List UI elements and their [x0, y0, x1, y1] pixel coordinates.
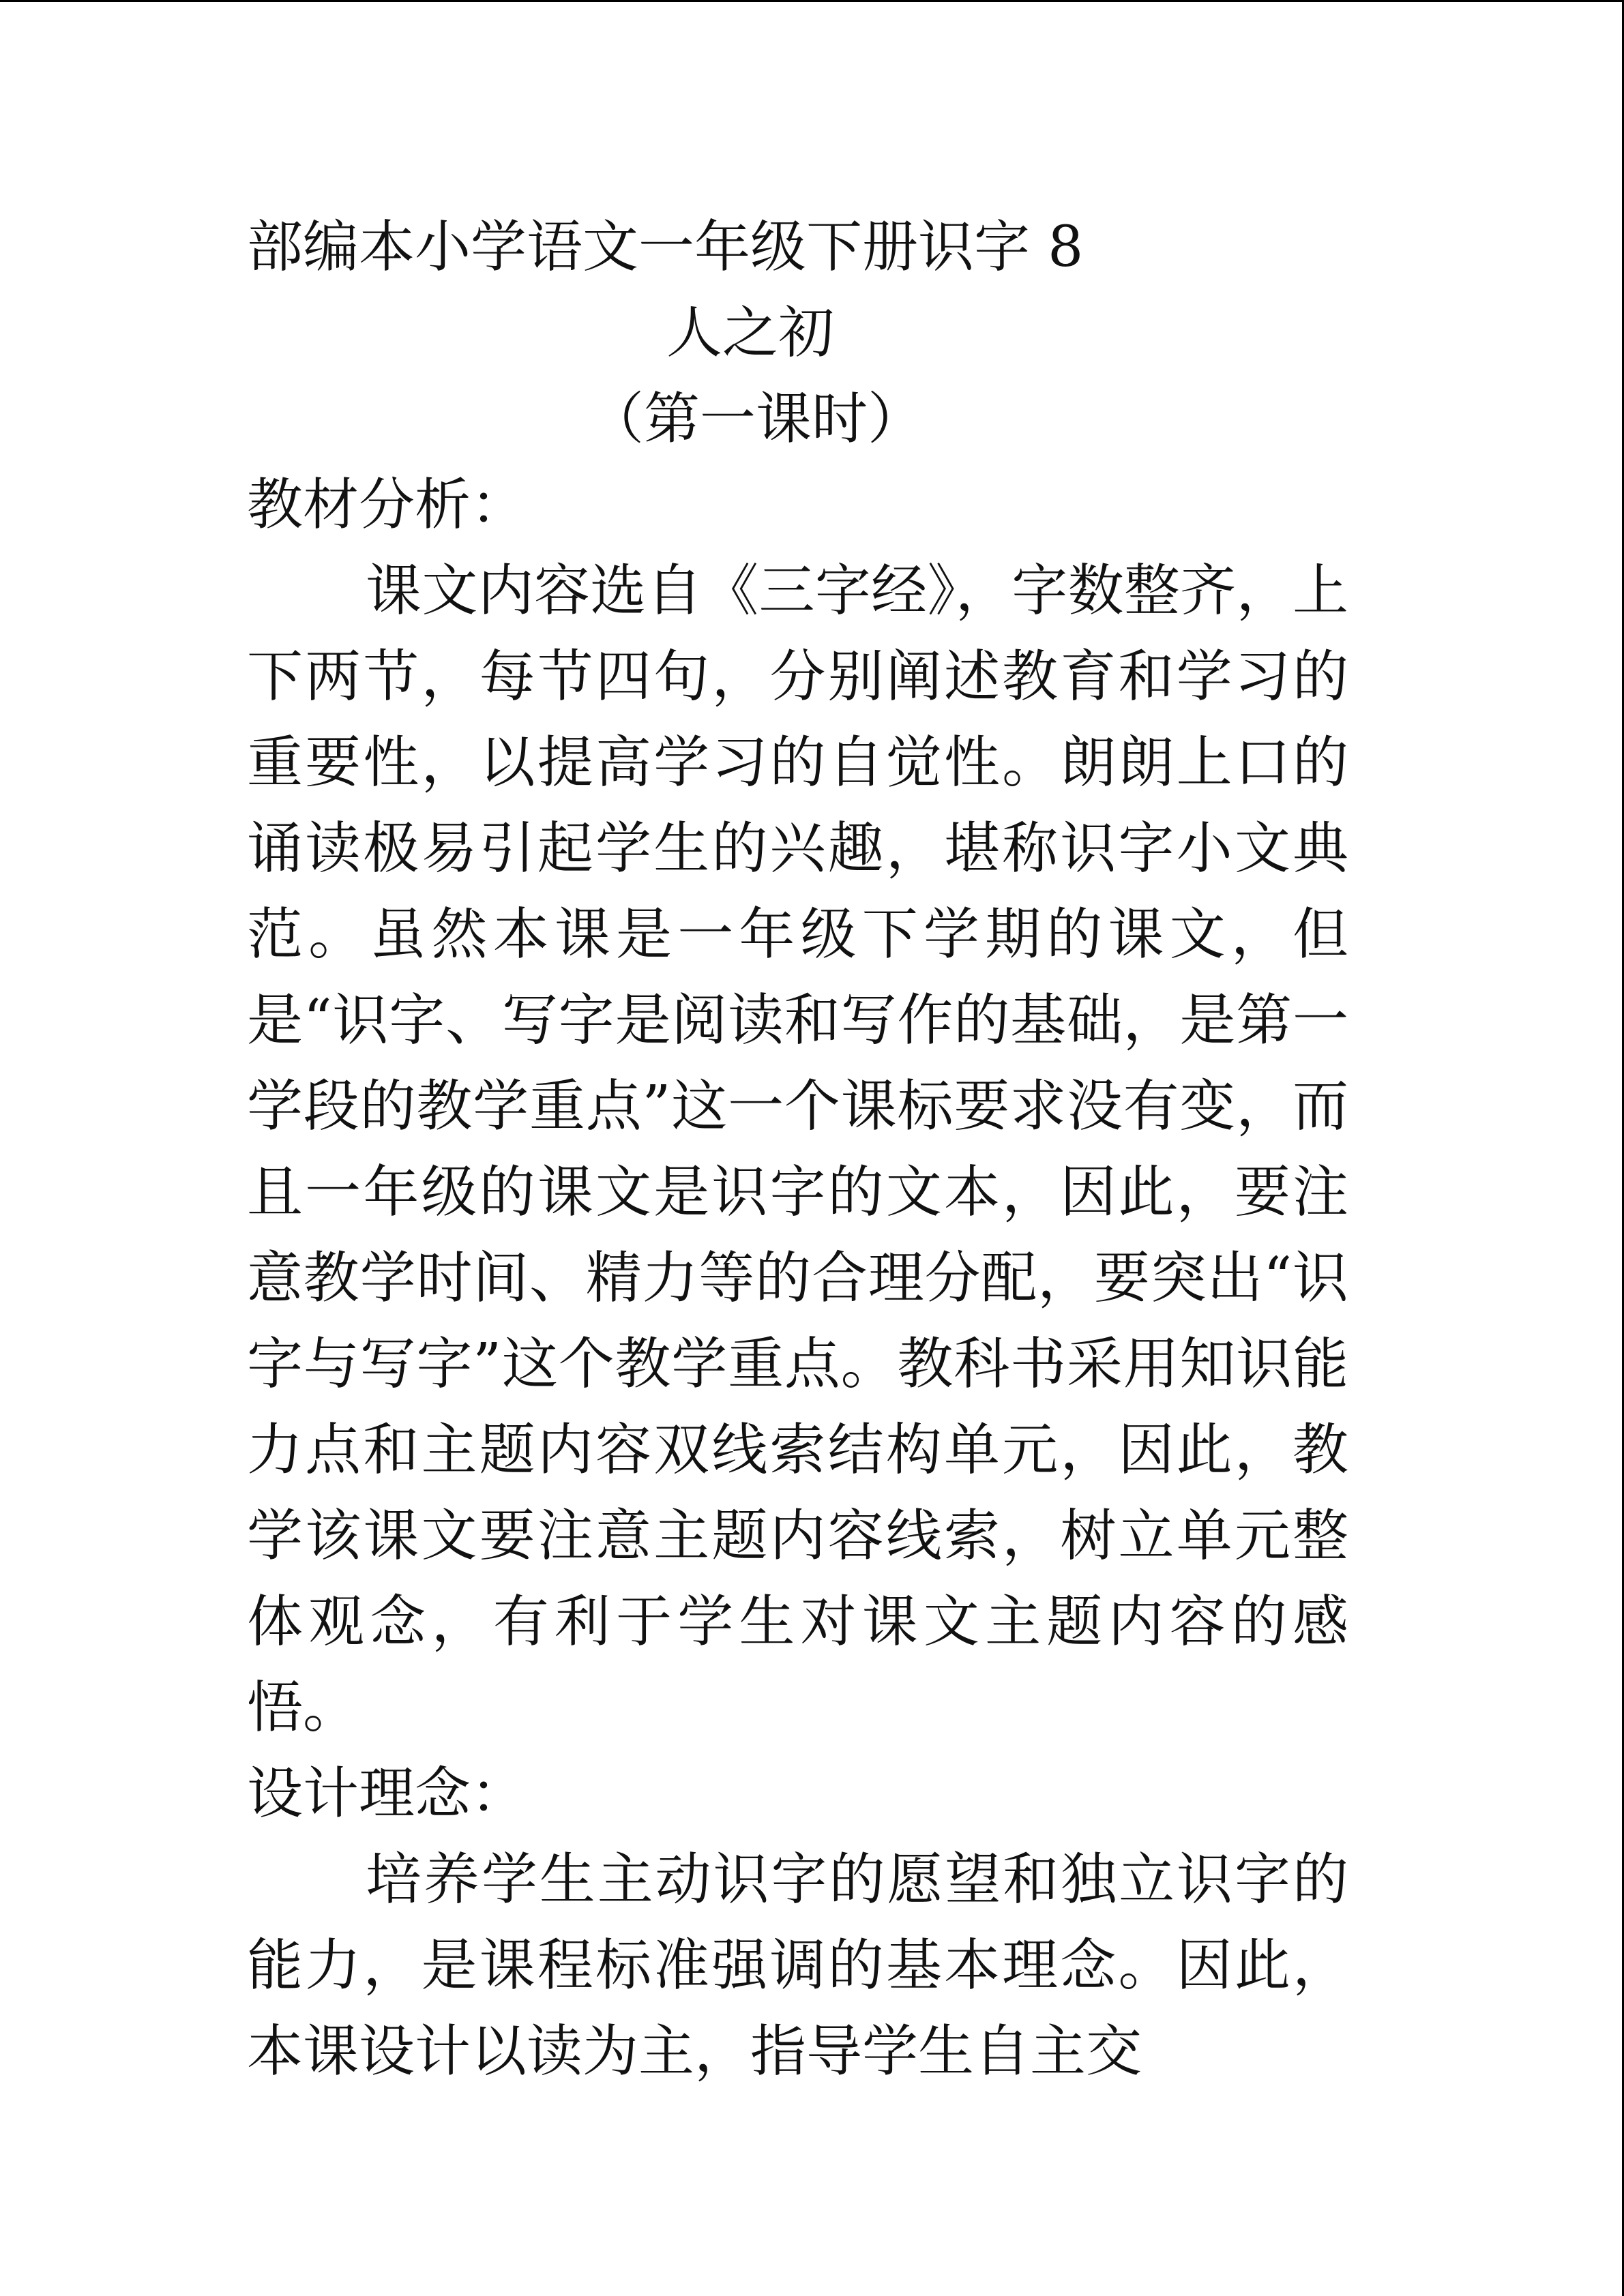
lesson-period: （第一课时） — [588, 387, 924, 451]
lesson-title: 人之初 — [666, 301, 835, 366]
section-heading-textbook-analysis: 教材分析： — [247, 473, 527, 537]
document-title: 部编本小学语文一年级下册识字 8 — [247, 215, 1084, 280]
section-heading-design-concept: 设计理念： — [247, 1761, 527, 1826]
design-concept-paragraph: 培养学生主动识字的愿望和独立识字的能力，是课程标准强调的基本理念。因此，本课设计以读为主，指导学生自主交 — [247, 1847, 1348, 2084]
textbook-analysis-paragraph: 课文内容选自《三字经》，字数整齐，上下两节，每节四句，分别阐述教育和学习的重要性，以提高学习的自觉性。朗朗上口的诵读极易引起学生的兴趣，堪称识字小文典范。虽然本课是一年级下学期的课文，但是“识字、写字是阅读和写作的基础，是第一学段的教学重点”这一个课标要求没有变，而且一年级的课文是识字的文本，因此，要注意教学时间、精力等的合理分配，要突出“识字与写字”这个教学重点。教科书采用知识能力点和主题内容双线索结构单元，因此，教学该课文要注意主题内容线索，树立单元整体观念，有利于学生对课文主题内容的感悟。 — [247, 558, 1348, 1740]
document-body — [247, 205, 1365, 2095]
